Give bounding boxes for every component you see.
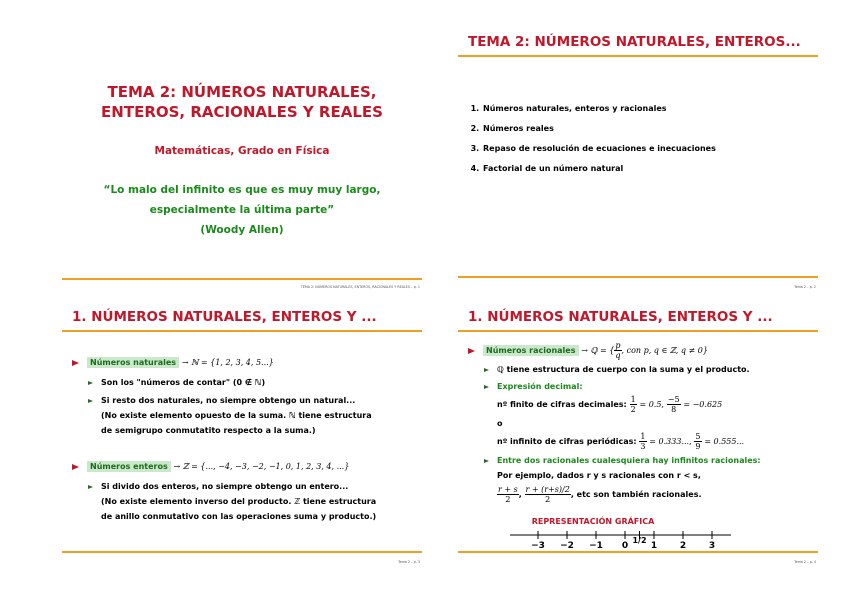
slide1-quote bbox=[62, 180, 422, 240]
fraction-denominator: 2 bbox=[505, 495, 511, 504]
decimal-value: = 0.555... bbox=[704, 437, 745, 446]
sub-bullet-arrow-icon bbox=[484, 459, 489, 463]
fraction-numerator: 5 bbox=[695, 432, 701, 441]
decimal-finite-line bbox=[484, 394, 744, 416]
slide1-subtitle: Matemáticas, Grado en Física bbox=[154, 145, 330, 157]
slide3-header bbox=[62, 293, 422, 332]
naturales-sub-2-line-3: de semigrupo conmutatito respecto a la suma.) bbox=[101, 426, 316, 435]
tick-label: 1 bbox=[650, 541, 658, 551]
fraction-denominator: 8 bbox=[671, 405, 677, 414]
racionales-label: Números racionales bbox=[483, 345, 579, 356]
decimal-or: o bbox=[497, 419, 503, 428]
fraction-denominator: 3 bbox=[640, 442, 646, 451]
decimal-finite-label: nº finito de cifras decimales: bbox=[497, 400, 627, 409]
fraction-denominator: 2 bbox=[630, 405, 636, 414]
tick-label: −3 bbox=[531, 541, 545, 551]
dense-heading: Entre dos racionales cualesquiera hay infinitos racionales: bbox=[497, 456, 761, 465]
fraction bbox=[694, 432, 701, 451]
slide1-title bbox=[62, 82, 422, 122]
dense-fractions-line: $\frac{r + s}{2}$ , $\frac{r + (r+s)/2}{2}$ , etc son también racionales. bbox=[498, 485, 702, 504]
slide-2 bbox=[458, 18, 818, 289]
sub-bullet-arrow-icon bbox=[484, 368, 489, 372]
slide3-header-title: 1. NÚMEROS NATURALES, ENTEROS Y ... bbox=[72, 309, 377, 325]
list-item: 2. Números reales bbox=[482, 124, 716, 133]
quote-author: (Woody Allen) bbox=[200, 224, 284, 236]
number-line-svg bbox=[508, 530, 733, 552]
list-item: 1. Números naturales, enteros y racionales bbox=[482, 104, 716, 113]
dense-example-line: Por ejemplo, dados r y s racionales con r < s, bbox=[497, 471, 701, 480]
footer-line bbox=[62, 551, 422, 553]
enteros-sub-1 bbox=[88, 479, 376, 524]
racionales-sub-1-text: ℚ tiene estructura de cuerpo con la suma y el producto. bbox=[497, 365, 750, 374]
fraction-numerator: p bbox=[615, 341, 621, 350]
racionales-fraction bbox=[614, 341, 621, 360]
fraction-denominator: q bbox=[615, 351, 621, 360]
dense-example-end: , etc son también racionales. bbox=[570, 490, 702, 499]
sub-bullet-arrow-icon bbox=[88, 485, 93, 489]
slide-3 bbox=[62, 293, 422, 564]
fraction bbox=[525, 485, 571, 504]
fraction-numerator: −5 bbox=[667, 395, 680, 404]
fraction-denominator: 2 bbox=[545, 495, 551, 504]
decimal-value: = −0.625 bbox=[683, 400, 723, 409]
slide2-header bbox=[458, 18, 818, 57]
naturales-sub-1-text: Son los "números de contar" (0 ∉ ℕ) bbox=[101, 378, 266, 387]
naturales-label: Números naturales bbox=[87, 357, 179, 368]
slide2-contents-list bbox=[468, 104, 716, 184]
fraction bbox=[497, 485, 519, 504]
naturales-sub-2 bbox=[88, 393, 372, 438]
fraction-numerator: r + s bbox=[498, 485, 518, 494]
naturales-sub-2-line-2: (No existe elemento opuesto de la suma. ℕ tiene estructura bbox=[101, 411, 372, 420]
footer-line bbox=[62, 278, 422, 280]
tick-label: 3 bbox=[708, 541, 716, 551]
footer-line bbox=[458, 276, 818, 278]
number-line-ticks bbox=[531, 531, 715, 551]
tick-label: −1 bbox=[589, 541, 603, 551]
tick-label: 1/2 bbox=[632, 536, 647, 545]
representation-title: REPRESENTACIÓN GRÁFICA bbox=[531, 517, 655, 526]
decimal-heading: Expresión decimal: bbox=[497, 382, 583, 391]
slide4-header-title: 1. NÚMEROS NATURALES, ENTEROS Y ... bbox=[468, 309, 773, 325]
slide1-footer: TEMA 2: NÚMEROS NATURALES, ENTEROS, RACIONALES Y REALES – p. 1 bbox=[300, 285, 420, 289]
slide2-header-title: TEMA 2: NÚMEROS NATURALES, ENTEROS... bbox=[468, 34, 801, 50]
fraction-numerator: 1 bbox=[640, 432, 646, 441]
sub-bullet-arrow-icon bbox=[88, 399, 93, 403]
enteros-sub-1-line-3: de anillo conmutativo con las operaciones suma y producto.) bbox=[101, 512, 377, 521]
naturales-sub-2-line-1: Si resto dos naturales, no siempre obtengo un natural... bbox=[101, 396, 356, 405]
slide4-header bbox=[458, 293, 818, 332]
fraction-denominator: 9 bbox=[695, 442, 701, 451]
sub-bullet-arrow-icon bbox=[484, 385, 489, 389]
bullet-enteros bbox=[72, 461, 349, 472]
list-item: 4. Factorial de un número natural bbox=[482, 164, 716, 173]
quote-line-1: “Lo malo del infinito es que es muy muy largo, bbox=[103, 184, 381, 196]
racionales-def-post: , con p, q ∈ ℤ, q ≠ 0} bbox=[621, 346, 708, 355]
enteros-sub-1-line-1: Si divido dos enteros, no siempre obtengo un entero... bbox=[101, 482, 349, 491]
tick-label: 0 bbox=[621, 541, 629, 551]
list-item: 3. Repaso de resolución de ecuaciones e inecuaciones bbox=[482, 144, 716, 153]
enteros-sub-1-line-2: (No existe elemento inverso del producto. ℤ tiene estructura bbox=[101, 497, 377, 506]
bullet-naturales bbox=[72, 357, 274, 368]
racionales-def-pre: → ℚ = { bbox=[581, 346, 615, 355]
racionales-sub-1 bbox=[484, 362, 750, 377]
slide4-footer: Tema 2 – p. 4 bbox=[794, 560, 816, 564]
naturales-definition: → ℕ = {1, 2, 3, 4, 5...} bbox=[181, 358, 274, 367]
racionales-sub-2 bbox=[484, 379, 744, 453]
sub-bullet-arrow-icon bbox=[88, 381, 93, 385]
naturales-sub-1 bbox=[88, 375, 265, 390]
title-line-1: TEMA 2: NÚMEROS NATURALES, bbox=[107, 83, 377, 101]
number-line bbox=[508, 530, 733, 552]
tick-label: −2 bbox=[560, 541, 574, 551]
enteros-label: Números enteros bbox=[87, 461, 171, 472]
enteros-definition: → ℤ = {..., −4, −3, −2, −1, 0, 1, 2, 3, 4, ...} bbox=[173, 462, 350, 471]
slide3-footer: Tema 2 – p. 3 bbox=[398, 560, 420, 564]
slide-4 bbox=[458, 293, 818, 564]
racionales-sub-3 bbox=[484, 453, 761, 507]
bullet-racionales bbox=[468, 341, 708, 360]
footer-line bbox=[458, 551, 818, 553]
decimal-value: = 0.333..., bbox=[649, 437, 692, 446]
quote-line-2: especialmente la última parte” bbox=[149, 204, 335, 216]
fraction-numerator: 1 bbox=[630, 395, 636, 404]
title-line-2: ENTEROS, RACIONALES Y REALES bbox=[101, 103, 383, 121]
tick-label: 2 bbox=[679, 541, 687, 551]
decimal-periodic-label: nº infinito de cifras periódicas: bbox=[497, 437, 637, 446]
fraction bbox=[639, 432, 646, 451]
decimal-value: = 0.5, bbox=[639, 400, 664, 409]
bullet-arrow-icon bbox=[72, 360, 79, 366]
bullet-arrow-icon bbox=[72, 464, 79, 470]
slide2-footer: Tema 2 – p. 2 bbox=[794, 285, 816, 289]
slide-1 bbox=[62, 18, 422, 289]
decimal-periodic-line bbox=[484, 431, 744, 453]
fraction bbox=[630, 395, 637, 414]
fraction bbox=[667, 395, 681, 414]
bullet-arrow-icon bbox=[468, 348, 475, 354]
fraction-numerator: r + (r+s)/2 bbox=[525, 485, 570, 494]
